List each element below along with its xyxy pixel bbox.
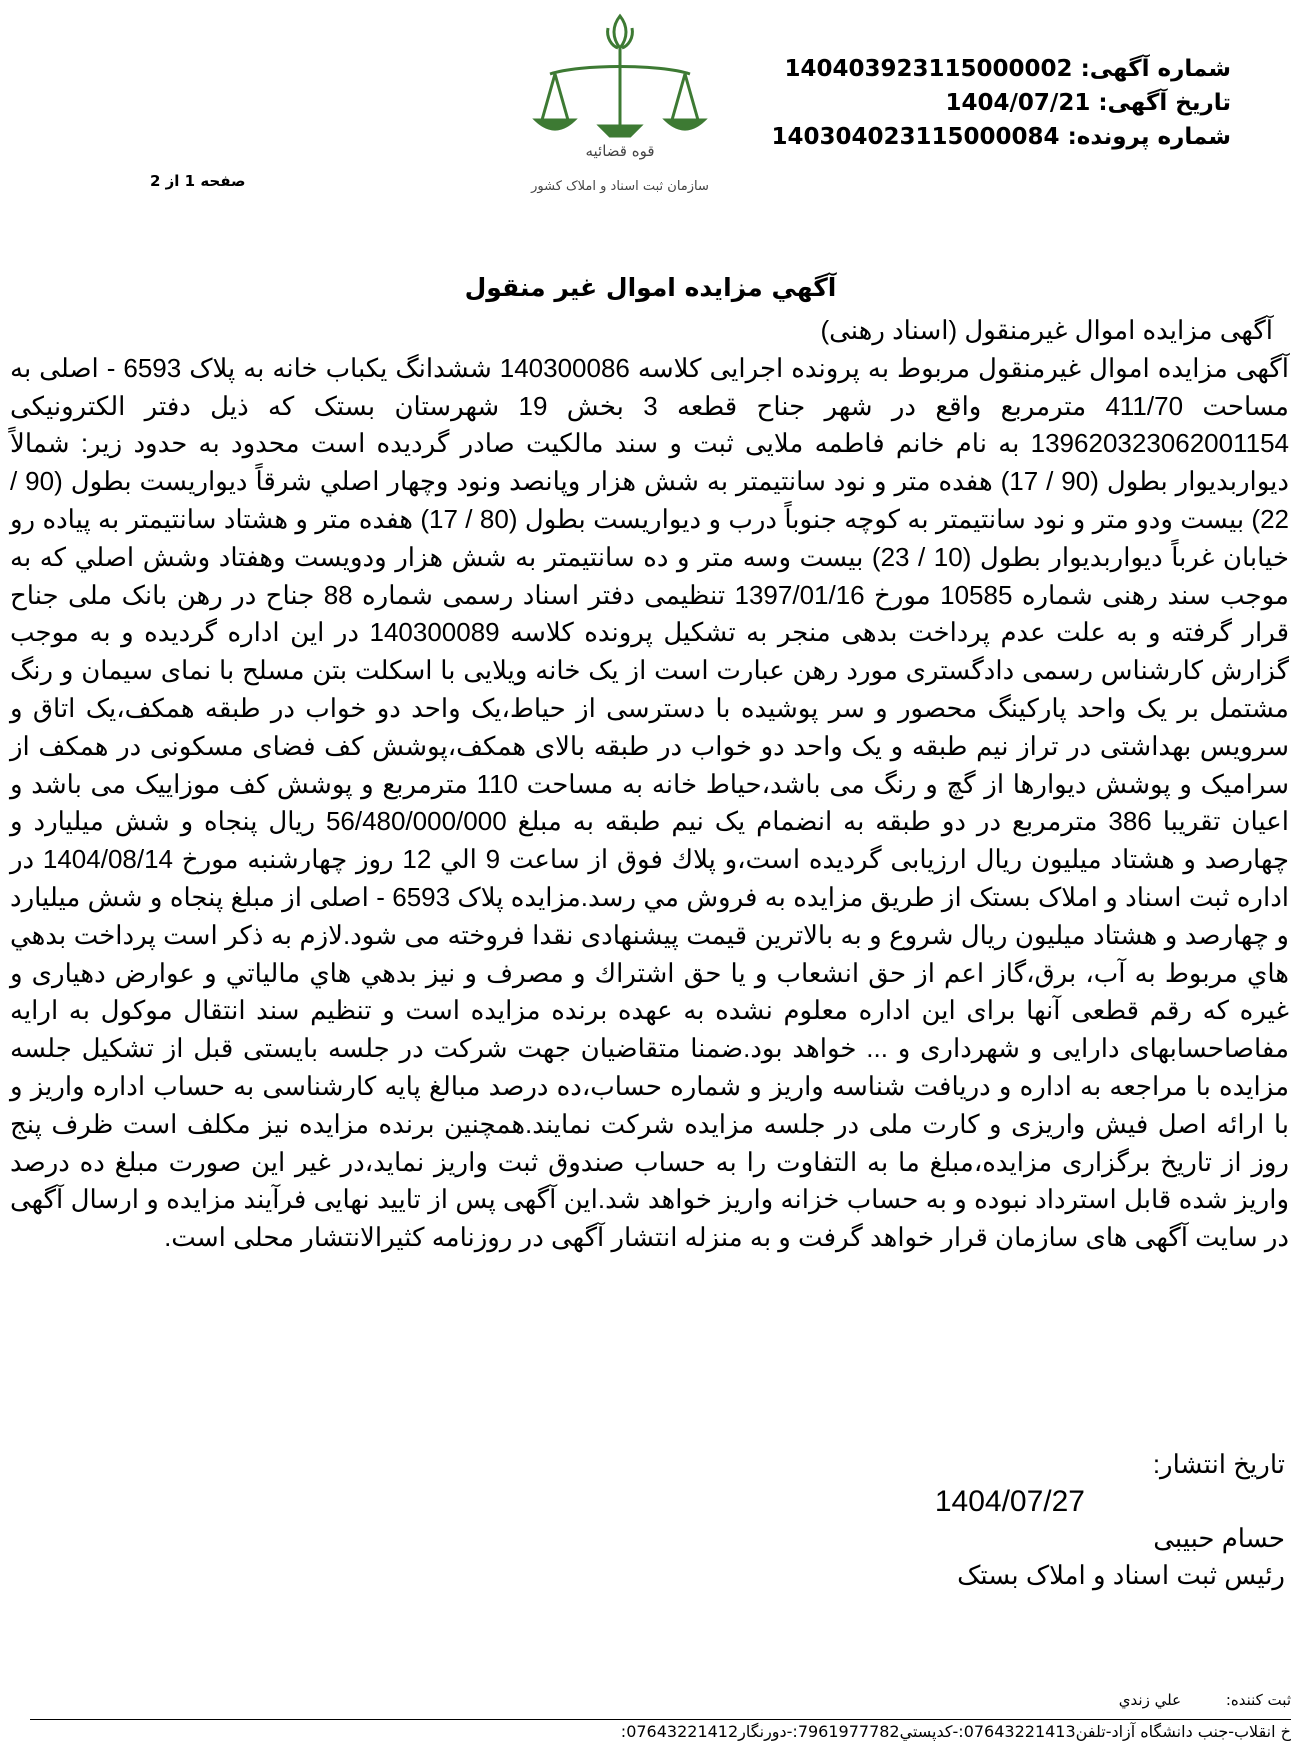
- notice-body: [10, 312, 1289, 1257]
- case-number-value: 140304023115000084: [771, 124, 1060, 150]
- ad-number-label: شماره آگهی:: [1080, 56, 1231, 82]
- publication-date: 1404/07/27: [934, 1485, 1085, 1518]
- footer-divider: [30, 1719, 1291, 1720]
- notice-subtitle: آگهی مزایده اموال غیرمنقول (اسناد رهنی): [820, 315, 1273, 345]
- notice-text: آگهی مزایده اموال غیرمنقول مربوط به پرونده اجرایی کلاسه 140300086 ششدانگ یکباب خانه به پلاک 6593 - اصلی به مساحت 411/70 مترمربع واقع در شهر جناح قطعه 3 بخش 19 شهرستان بستک که ذیل دفتر الکترونیکی 139620323062001154 به نام خانم فاطمه ملایی ثبت و سند مالکیت صادر گردیده است محدود به حدود زیر: شمالاً دیواربدیوار بطول (90 / 17) هفده متر و نود سانتیمتر به شش هزار وپانصد ونود وچهار اصلي شرقاً دیواریست بطول (90 / 22) بیست ودو متر و نود سانتیمتر به کوچه جنوباً درب و دیواریست بطول (80 / 17) هفده متر و هشتاد سانتیمتر به پیاده رو خیابان غرباً دیواربدیوار بطول (10 / 23) بیست وسه متر و ده سانتیمتر به شش هزار ودویست وهفتاد وشش اصلي كه به موجب سند رهنی شماره 10585 مورخ 1397/01/16 تنظیمی دفتر اسناد رسمی شماره 88 جناح در رهن بانک ملی جناح قرار گرفته و به علت عدم پرداخت بدهی منجر به تشکیل پرونده کلاسه 140300089 در این اداره گردیده و به موجب گزارش کارشناس رسمی دادگستری مورد رهن عبارت است از یک خانه ویلایی با اسکلت بتن مسلح با نمای سیمان و رنگ مشتمل بر یک واحد پارکینگ محصور و سر پوشیده با دسترسی از حیاط،یک واحد دو خواب در طبقه همکف،یک اتاق و سرویس بهداشتی در تراز نیم طبقه و یک واحد دو خواب در طبقه بالای همکف،پوشش کف فضای مسکونی در همکف از سرامیک و پوشش دیوارها از گچ و رنگ می باشد،حیاط خانه به مساحت 110 مترمربع و پوشش کف موزاییک می باشد و اعیان تقریبا 386 مترمربع در دو طبقه به انضمام یک نیم طبقه به مبلغ 56/480/000/000 ریال پنجاه و شش میلیارد و چهارصد و هشتاد میلیون ریال ارزیابی گردیده است،و پلاك فوق از ساعت 9 الي 12 روز چهارشنبه مورخ 1404/08/14 در اداره ثبت اسناد و املاک بستک از طریق مزایده به فروش مي رسد.مزایده پلاک 6593 - اصلی از مبلغ پنجاه و شش میلیارد و چهارصد و هشتاد میلیون ریال شروع و به بالاترین قیمت پیشنهادی نقدا فروخته می شود.لازم به ذکر است پرداخت بدهي هاي مربوط به آب، برق،گاز اعم از حق انشعاب و یا حق اشتراك و مصرف و نیز بدهي هاي مالیاتي و عوارض دهیاری و غیره كه رقم قطعی آنها برای این اداره معلوم نشده به عهده برنده مزایده است و تنظیم سند انتقال موکول به ارایه مفاصاحسابهای دارایی و شهرداری و ... خواهد بود.ضمنا متقاضیان جهت شرکت در جلسه بایستی قبل از تشکیل جلسه مزایده با مراجعه به اداره و دریافت شناسه واریز و شماره حساب،ده درصد مبالغ پایه کارشناسی به حساب اداره واریز و با ارائه اصل فیش واریزی و کارت ملی در جلسه مزایده شرکت نمایند.همچنین برنده مزایده نیز مکلف است ظرف پنج روز از تاریخ برگزاری مزایده،مبلغ ما به التفاوت را به حساب صندوق ثبت واریز نماید،در غیر این صورت مبلغ ده درصد واریز شده قابل استرداد نبوده و به حساب خزانه واریز خواهد شد.این آگهی پس از تایید نهایی فرآیند مزایده و ارسال آگهی در سایت آگهی های سازمان قرار خواهد گرفت و به منزله انتشار آگهی در روزنامه کثیرالانتشار محلی است.: [10, 352, 1290, 1253]
- registrar-label: ثبت کننده:: [1225, 1691, 1291, 1709]
- page-indicator: صفحه 1 از 2: [150, 172, 246, 190]
- case-number-label: شماره پرونده:: [1067, 124, 1231, 150]
- signer-title: رئیس ثبت اسناد و املاک بستک: [957, 1560, 1285, 1590]
- emblem-caption-bottom: سازمان ثبت اسناد و املاک کشور: [531, 179, 709, 194]
- publication-block: [585, 1446, 1285, 1594]
- ad-date-label: تاریخ آگهی:: [1098, 90, 1231, 116]
- ad-number-value: 140403923115000002: [784, 56, 1073, 82]
- judiciary-emblem-icon: [520, 8, 720, 213]
- registrar-row: [891, 1690, 1291, 1710]
- footer-address: خ انقلاب-جنب دانشگاه آزاد-تلفن07643221413:-کدپستي7961977782:-دورنگار07643221412:: [620, 1722, 1291, 1741]
- header-meta: [711, 52, 1231, 154]
- registrar-name: علي زندي: [1118, 1691, 1182, 1709]
- emblem-caption-top: قوه قضائیه: [585, 142, 655, 160]
- ad-date-value: 1404/07/21: [945, 90, 1091, 116]
- ad-date-row: [711, 86, 1231, 120]
- ad-number-row: [711, 52, 1231, 86]
- publication-label: تاریخ انتشار:: [1152, 1449, 1285, 1479]
- signer-name: حسام حبیبی: [1153, 1523, 1285, 1553]
- page-title: آگهي مزايده اموال غير منقول: [464, 273, 837, 302]
- case-number-row: [711, 120, 1231, 154]
